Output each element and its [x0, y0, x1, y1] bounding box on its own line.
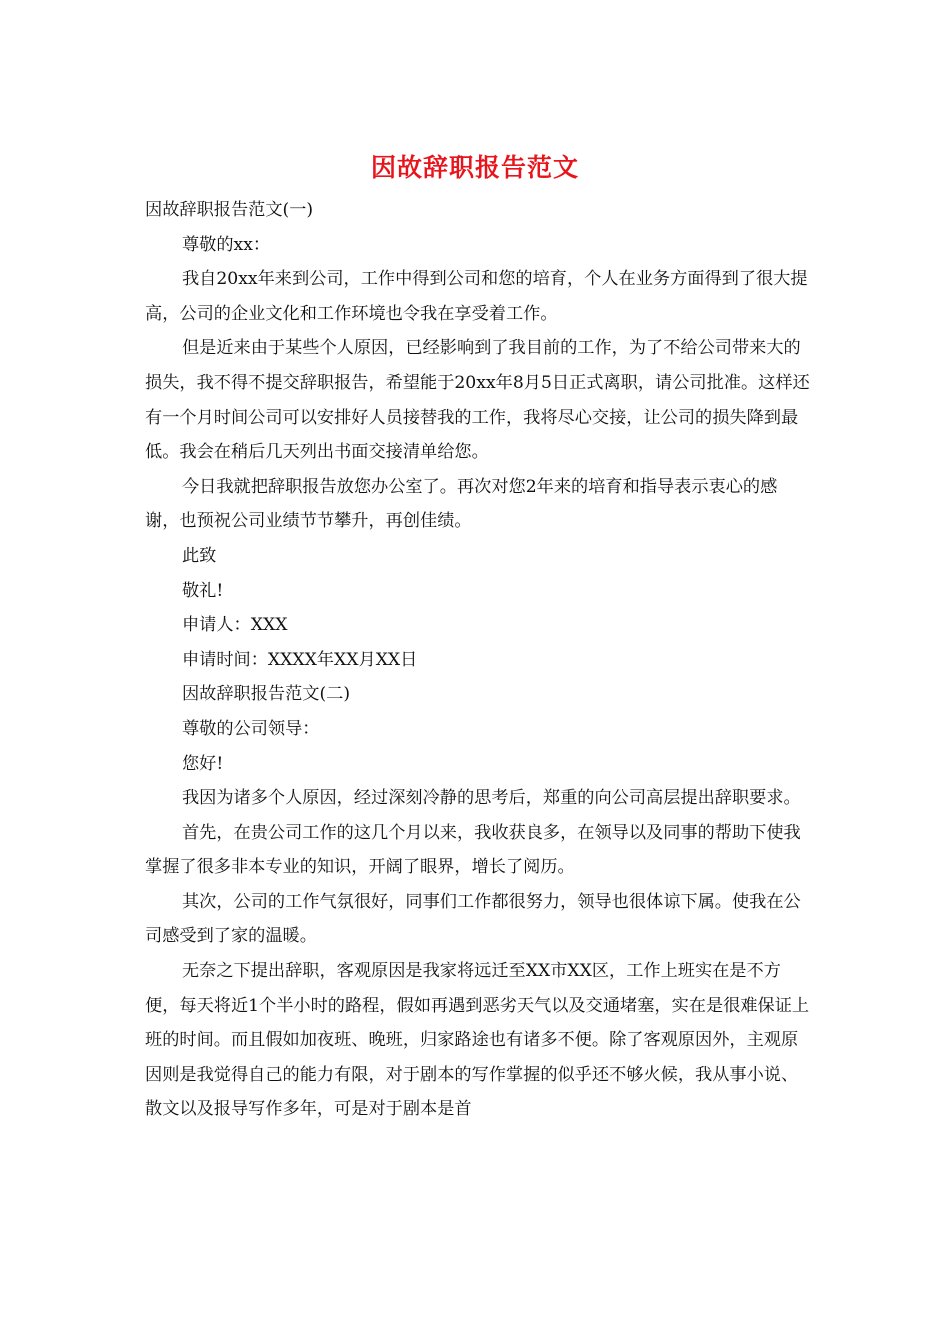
closing-line: 此致	[181, 545, 217, 566]
paragraph: 今日我就把辞职报告放您办公室了。再次对您2年来的培育和指导表示衷心的感谢，也预祝公司业绩节节攀升，再创佳绩。	[145, 476, 778, 532]
salutation: 尊敬的公司领导：	[181, 718, 320, 739]
paragraph: 无奈之下提出辞职，客观原因是我家将远迁至XX市XX区，工作上班实在是不方便，每天将近1个半小时的路程，假如再遇到恶劣天气以及交通堵塞，实在是很难保证上班的时间。而且假如加夜班、晚班，归家路途也有诸多不便。除了客观原因外，主观原因则是我觉得自己的能力有限，对于剧本的写作掌握的似乎还不够火候，我从事小说、散文以及报导写作多年，可是对于剧本是首	[145, 961, 810, 1120]
section-heading-2: 因故辞职报告范文(二)	[181, 684, 351, 705]
paragraph: 其次，公司的工作气氛很好，同事们工作都很努力，领导也很体谅下属。使我在公司感受到了家的温暖。	[145, 891, 801, 947]
paragraph: 我自20xx年来到公司，工作中得到公司和您的培育，个人在业务方面得到了很大提高，公司的企业文化和工作环境也令我在享受着工作。	[145, 269, 808, 324]
closing-regards: 敬礼!	[181, 580, 224, 601]
paragraph: 首先，在贵公司工作的这几个月以来，我收获良多，在领导以及同事的帮助下使我掌握了很多非本专业的知识，开阔了眼界，增长了阅历。	[145, 822, 801, 878]
paragraph: 但是近来由于某些个人原因，已经影响到了我目前的工作，为了不给公司带来大的损失，我不得不提交辞职报告，希望能于20xx年8月5日正式离职，请公司批准。这样还有一个月时间公司可以安排好人员接替我的工作，我将尽心交接，让公司的损失降到最低。我会在稍后几天列出书面交接清单给您。	[145, 338, 810, 463]
document-body	[145, 193, 810, 1127]
salutation: 尊敬的xx：	[181, 234, 271, 255]
greeting: 您好!	[181, 753, 224, 774]
document-title: 因故辞职报告范文	[370, 153, 579, 182]
paragraph: 我因为诸多个人原因，经过深刻冷静的思考后，郑重的向公司高层提出辞职要求。	[181, 788, 801, 809]
section-heading-1: 因故辞职报告范文(一)	[145, 200, 314, 220]
application-date: 申请时间：XXXX年XX月XX日	[181, 649, 418, 670]
applicant-line: 申请人：XXX	[181, 615, 288, 636]
